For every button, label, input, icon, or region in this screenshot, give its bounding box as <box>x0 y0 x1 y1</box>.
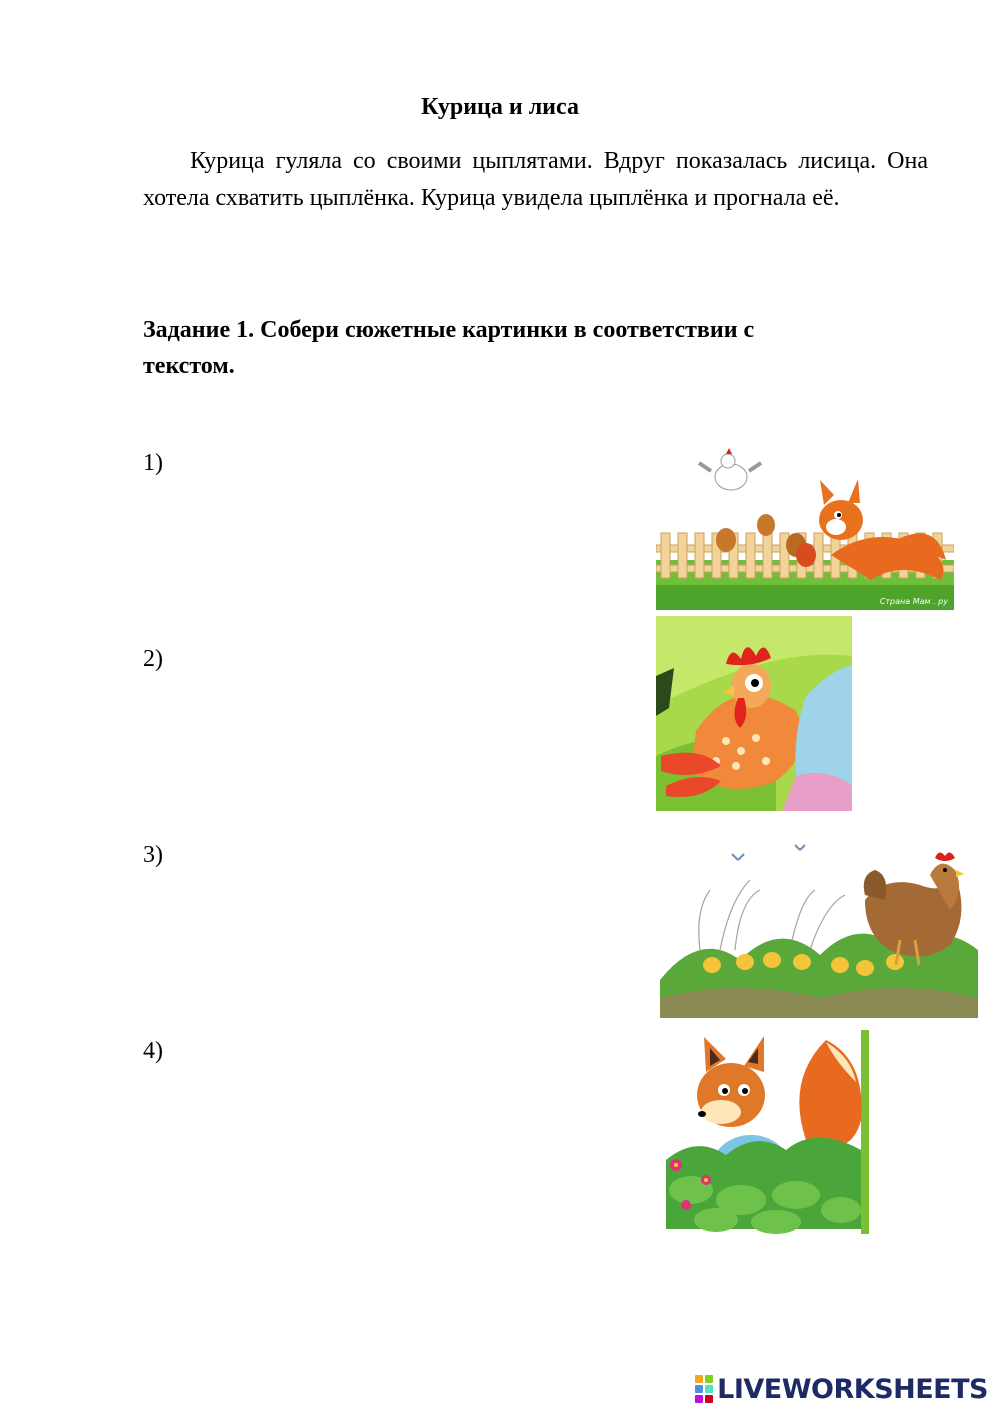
item-number-3: 3) <box>143 842 163 868</box>
picture-fox-in-leaves[interactable] <box>666 1030 869 1234</box>
item-number-2: 2) <box>143 646 163 672</box>
picture-hen-with-chicks[interactable] <box>660 840 978 1018</box>
liveworksheets-logo[interactable] <box>695 1372 988 1406</box>
item-number-4: 4) <box>143 1038 163 1064</box>
task-line-2: текстом. <box>143 353 235 379</box>
task-heading <box>143 312 863 384</box>
logo-icon <box>695 1375 713 1403</box>
logo-text: LIVEWORKSHEETS <box>717 1373 988 1405</box>
picture-fox-chasing-birds[interactable] <box>656 445 954 610</box>
picture-rooster[interactable] <box>656 616 852 811</box>
picture-watermark: Страна Мам . ру <box>879 597 948 606</box>
document-title: Курица и лиса <box>421 94 579 120</box>
item-number-1: 1) <box>143 450 163 476</box>
story-paragraph: Курица гуляла со своими цыплятами. Вдруг показалась лисица. Она хотела схватить цыплёнка. Курица увидела цыплёнка и прогнала её. <box>143 148 928 211</box>
task-line-1: Задание 1. Собери сюжетные картинки в соответствии с <box>143 317 755 343</box>
